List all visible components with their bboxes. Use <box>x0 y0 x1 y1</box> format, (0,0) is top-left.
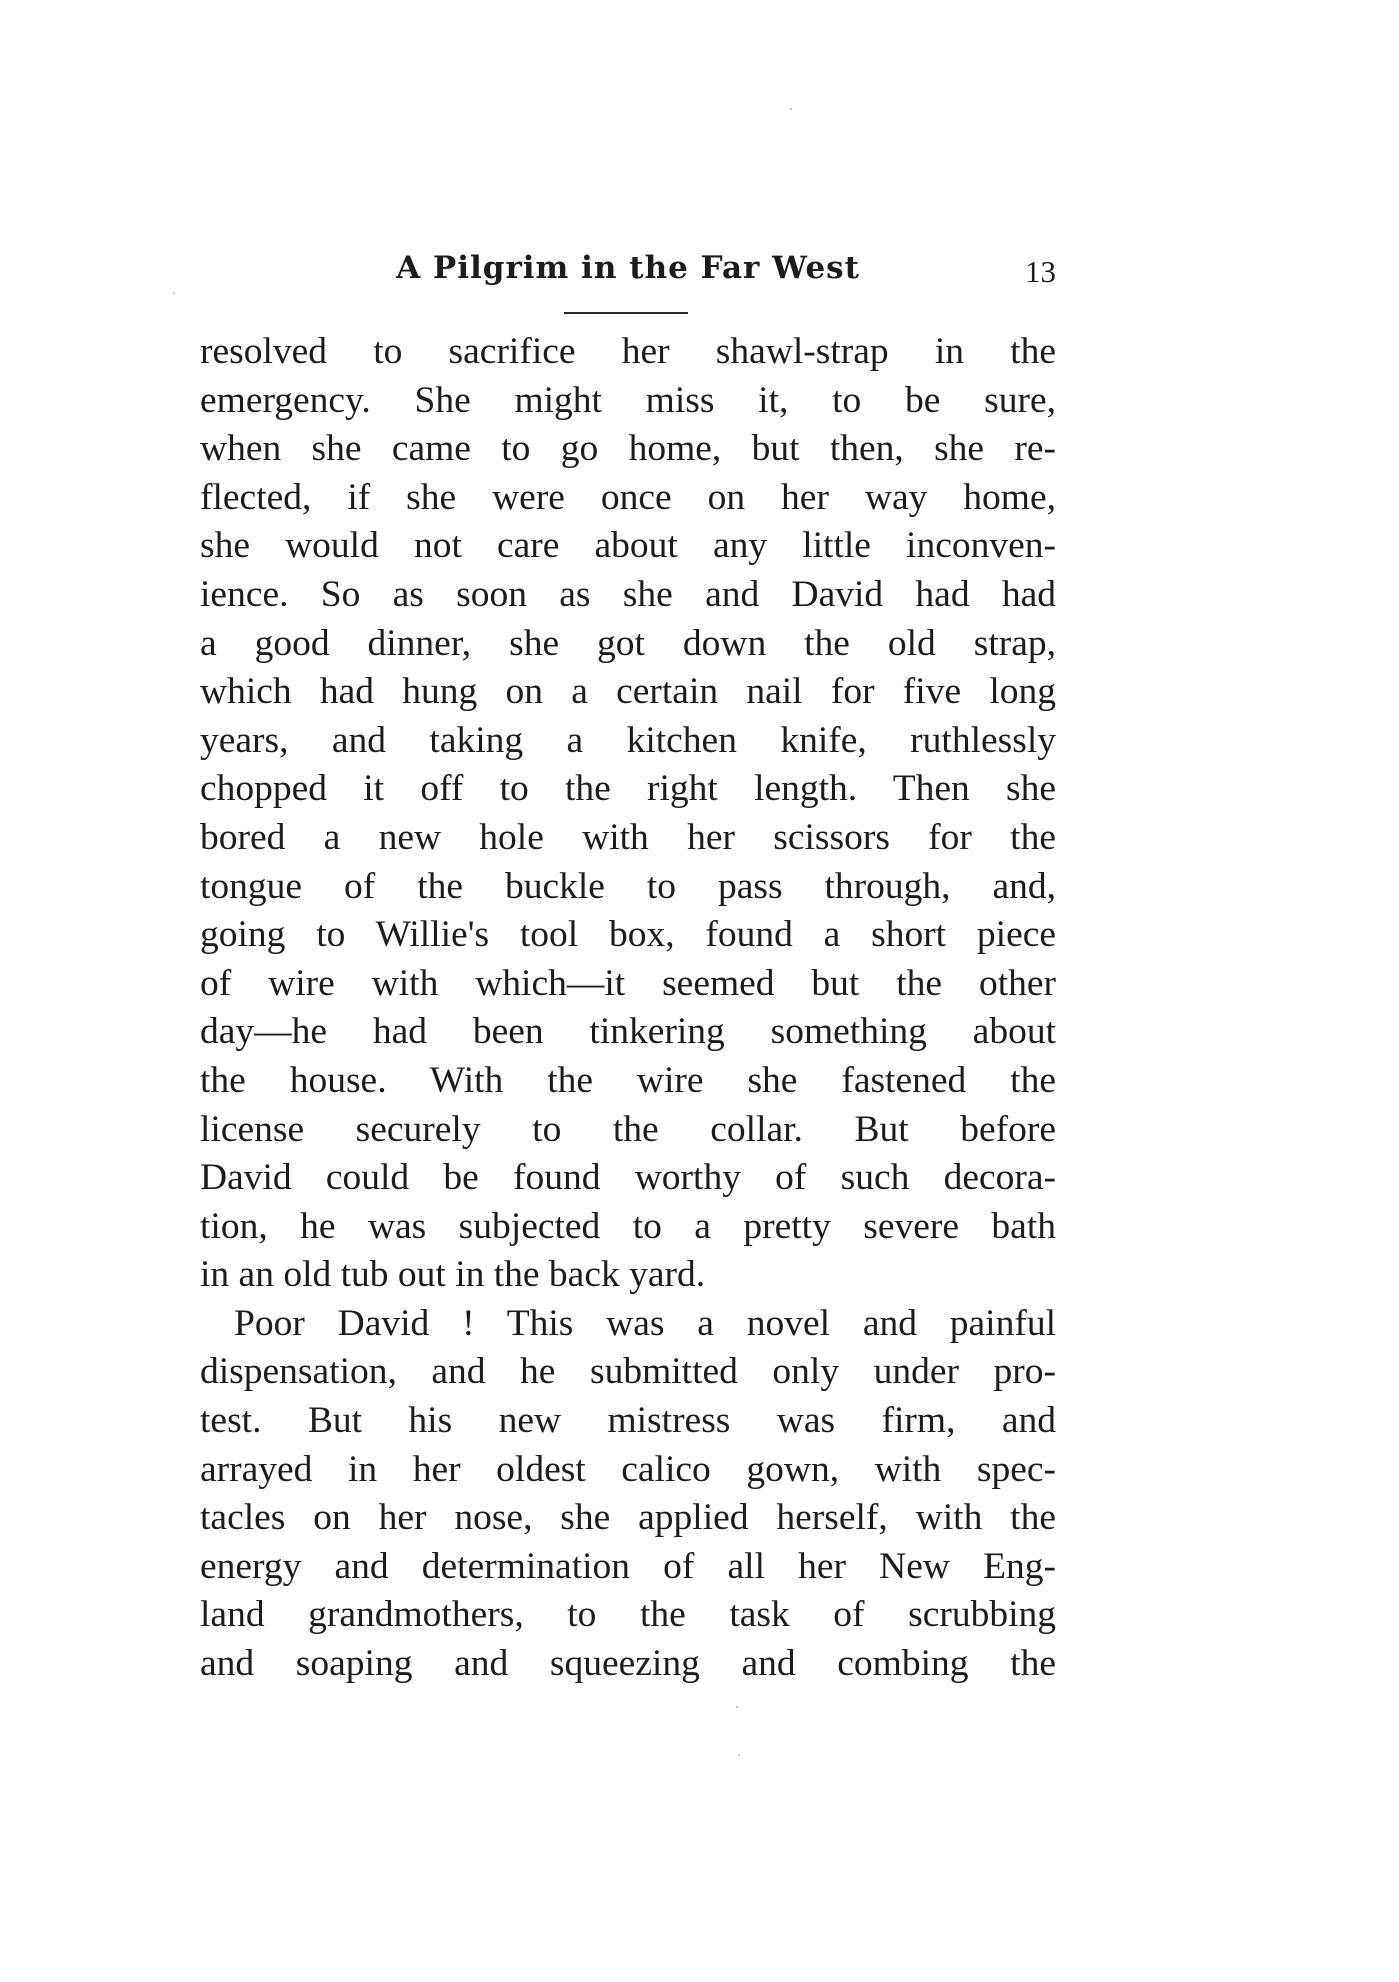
running-head <box>200 246 1056 296</box>
paper-speck <box>173 292 175 294</box>
paper-speck <box>790 108 792 110</box>
text-line: chopped it off to the right length. Then she <box>200 768 1056 810</box>
text-line: and soaping and squeezing and combing the <box>200 1643 1056 1685</box>
text-line: Poor David ! This was a novel and painful <box>234 1302 1056 1344</box>
text-line: day—he had been tinkering something about <box>200 1011 1056 1053</box>
text-line: of wire with which—it seemed but the other <box>200 962 1056 1004</box>
text-line: a good dinner, she got down the old strap, <box>200 622 1056 664</box>
text-line: bored a new hole with her scissors for the <box>200 816 1056 858</box>
text-line: tacles on her nose, she applied herself, with the <box>200 1497 1056 1539</box>
header-rule <box>564 312 688 314</box>
text-line: when she came to go home, but then, she re- <box>200 428 1056 470</box>
text-line: she would not care about any little inconven- <box>200 525 1056 567</box>
text-line: land grandmothers, to the task of scrubbing <box>200 1594 1056 1636</box>
text-line: the house. With the wire she fastened the <box>200 1059 1056 1101</box>
text-line: energy and determination of all her New Eng- <box>200 1545 1056 1587</box>
paper-speck <box>738 1754 740 1756</box>
text-line: going to Willie's tool box, found a short piece <box>200 914 1056 956</box>
text-line: which had hung on a certain nail for five long <box>200 671 1056 713</box>
running-title: A Pilgrim in the Far West <box>396 250 860 286</box>
text-line: resolved to sacrifice her shawl-strap in the <box>200 331 1056 372</box>
text-block <box>200 328 1056 1689</box>
text-line: test. But his new mistress was firm, and <box>200 1400 1056 1442</box>
text-line: emergency. She might miss it, to be sure, <box>200 379 1056 421</box>
text-line: years, and taking a kitchen knife, ruthlessly <box>200 719 1056 761</box>
text-line: ience. So as soon as she and David had had <box>200 573 1056 615</box>
text-line: tion, he was subjected to a pretty severe bath <box>200 1205 1056 1247</box>
text-line: David could be found worthy of such decora- <box>200 1157 1056 1199</box>
text-line: license securely to the collar. But before <box>200 1108 1056 1150</box>
text-line: flected, if she were once on her way home, <box>200 476 1056 518</box>
text-line: tongue of the buckle to pass through, and, <box>200 865 1056 907</box>
text-line: in an old tub out in the back yard. <box>200 1254 706 1296</box>
paper-speck <box>736 1706 738 1708</box>
text-line: arrayed in her oldest calico gown, with spec- <box>200 1448 1056 1490</box>
text-line: dispensation, and he submitted only under pro- <box>200 1351 1056 1393</box>
page-number: 13 <box>1025 254 1056 289</box>
